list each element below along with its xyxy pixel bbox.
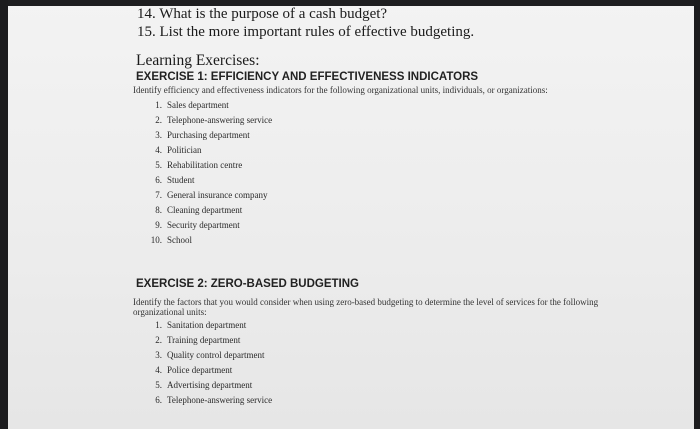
list-item: 2. Telephone-answering service bbox=[155, 115, 273, 125]
list-item: 7. General insurance company bbox=[155, 190, 268, 200]
list-item: 6. Telephone-answering service bbox=[155, 395, 273, 405]
list-item: 1. Sales department bbox=[155, 100, 229, 110]
exercise-2-list bbox=[148, 318, 272, 408]
list-item: 5. Rehabilitation centre bbox=[155, 160, 243, 170]
document-page bbox=[8, 0, 694, 429]
exercise-2-instruction-line-2: organizational units: bbox=[133, 307, 207, 317]
list-item: 2. Training department bbox=[155, 335, 241, 345]
list-item: 4. Police department bbox=[155, 365, 233, 375]
learning-exercises-heading: Learning Exercises: bbox=[136, 52, 260, 69]
exercise-1-instruction: Identify efficiency and effectiveness indicators for the following organizational units, individuals, or organizations: bbox=[133, 85, 548, 95]
list-item: 1. Sanitation department bbox=[155, 320, 247, 330]
exercise-2-instruction-line-1: Identify the factors that you would consider when using zero-based budgeting to determine the level of services for the following bbox=[133, 297, 599, 307]
document-screen bbox=[8, 0, 694, 429]
question-15: 15. List the more important rules of effective budgeting. bbox=[137, 24, 475, 40]
exercise-2-title: EXERCISE 2: ZERO-BASED BUDGETING bbox=[136, 278, 359, 290]
list-item: 8. Cleaning department bbox=[155, 205, 243, 215]
monitor-bezel-left bbox=[0, 0, 8, 429]
exercise-1-title: EXERCISE 1: EFFICIENCY AND EFFECTIVENESS INDICATORS bbox=[136, 71, 479, 83]
question-14: 14. What is the purpose of a cash budget? bbox=[137, 6, 388, 22]
monitor-bezel-right bbox=[694, 0, 700, 429]
list-item: 9. Security department bbox=[155, 220, 240, 230]
list-item: 10. School bbox=[150, 235, 193, 245]
list-item: 3. Quality control department bbox=[155, 350, 265, 360]
exercise-1-list bbox=[148, 98, 272, 248]
list-item: 5. Advertising department bbox=[155, 380, 253, 390]
list-item: 6. Student bbox=[155, 175, 195, 185]
list-item: 4. Politician bbox=[155, 145, 202, 155]
list-item: 3. Purchasing department bbox=[155, 130, 250, 140]
